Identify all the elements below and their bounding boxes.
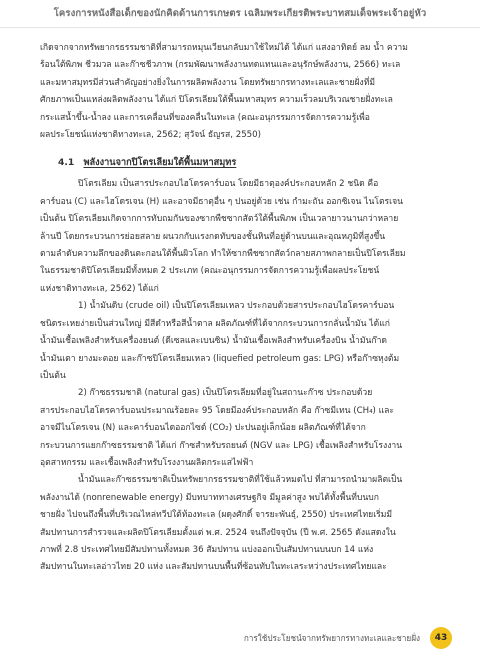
text-line: สารประกอบไฮโดรคาร์บอนประมาณร้อยละ 95 โดยมีองค์ประกอบหลัก คือ ก๊าซมีเทน (CH₄) และ bbox=[40, 405, 395, 416]
text-line: กระแสน้ำขึ้น-น้ำลง และการเคลื่อนที่ของคลื่นในทะเล (คณะอนุกรรมการจัดการความรู้เพื่อ bbox=[40, 112, 370, 123]
footer-book-title: การใช้ประโยชน์จากทรัพยากรทางทะเลและชายฝั่ง bbox=[243, 632, 420, 643]
text-line: เป็นต้น bbox=[40, 370, 66, 381]
text-line: ศักยภาพเป็นแหล่งผลิตพลังงาน ได้แก่ ปิโตรเลียมใต้พื้นมหาสมุทร ความเร็วลมบริเวณชายฝั่งทะเล bbox=[40, 95, 393, 106]
text-line: ชายฝั่ง ไปจนถึงพื้นที่บริเวณไหล่ทวีปใต้ท้องทะเล (ผดุงศักดิ์ จารยะพันธุ์, 2550) ประเทศไทยเริ่มมี bbox=[40, 510, 393, 521]
text-line: เกิดจากจากทรัพยากรธรรมชาติที่สามารถหมุนเวียนกลับมาใช้ใหม่ได้ ได้แก่ แสงอาทิตย์ ลม น้ำ ความ bbox=[40, 43, 408, 53]
text-line: สัมปทานในทะเลอ่าวไทย 20 แห่ง และสัมปทานบนพื้นที่ซ้อนทับในทะเลระหว่างประเทศไทยและ bbox=[40, 562, 387, 573]
text-line: น้ำมันเชื้อเพลิงสำหรับเครื่องยนต์ (ดีเซลและเบนซิน) น้ำมันเชื้อเพลิงสำหรับเครื่องบิน น้ำมันก๊าด bbox=[40, 336, 387, 347]
text-line: อุตสาหกรรม และเชื้อเพลิงสำหรับโรงงานผลิตกระแสไฟฟ้า bbox=[40, 457, 254, 468]
text-line: และมหาสมุทรมีส่วนสำคัญอย่างยิ่งในการผลิตพลังงาน โดยทรัพยากรทางทะเลและชายฝั่งที่มี bbox=[40, 77, 376, 88]
text-line: ตามลำดับความลึกของดินตะกอนใต้พื้นผิวโลก ทำให้ซากพืชซากสัตว์กลายสภาพกลายเป็นปิโตรเลียม bbox=[40, 249, 406, 260]
text-line: เป็นต้น ปิโตรเลียมเกิดจากการทับถมกันของซากพืชซากสัตว์ใต้พื้นพิภพ เป็นเวลายาวนานกว่าหลาย bbox=[40, 214, 399, 225]
section-heading bbox=[58, 154, 440, 172]
list-item-natural-gas bbox=[40, 385, 440, 472]
text-line: ผลประโยชน์แห่งชาติทางทะเล, 2562; สุวัจน์ ธัญรส, 2550) bbox=[40, 130, 261, 141]
section-number: 4.1 bbox=[58, 157, 75, 169]
text-line: พลังงานได้ (nonrenewable energy) มีบทบาททางเศรษฐกิจ มีมูลค่าสูง พบได้ทั้งพื้นที่บนบก bbox=[40, 492, 379, 503]
text-line: ชนิดระเหยง่ายเป็นส่วนใหญ่ มีสีดำหรือสีน้ำตาล ผลิตภัณฑ์ที่ได้จากกระบวนการกลั่นน้ำมัน ได้แก่ bbox=[40, 318, 390, 329]
list-item-crude-oil bbox=[40, 298, 440, 385]
running-header: โครงการหนังสือเด็กของนักคิดด้านการเกษตร เฉลิมพระเกียรติพระบาทสมเด็จพระเจ้าอยู่หัว bbox=[53, 8, 427, 19]
text-line: ภาพที่ 2.8 ประเทศไทยมีสัมปทานทั้งหมด 36 สัมปทาน แบ่งออกเป็นสัมปทานบนบก 14 แห่ง bbox=[40, 544, 374, 555]
text-line: 1) น้ำมันดิบ (crude oil) เป็นปิโตรเลียมเหลว ประกอบด้วยสารประกอบไฮโดรคาร์บอน bbox=[78, 301, 395, 312]
text-line: น้ำมันและก๊าซธรรมชาติเป็นทรัพยากรธรรมชาติที่ใช้แล้วหมดไป ที่สามารถนำมาผลิตเป็น bbox=[78, 475, 403, 486]
text-line: สัมปทานการสำรวจและผลิตปิโตรเลียมตั้งแต่ พ.ศ. 2524 จนถึงปัจจุบัน (ปี พ.ศ. 2565 ดังแสดงใน bbox=[40, 527, 396, 538]
text-line: แห่งชาติทางทะเล, 2562) ได้แก่ bbox=[40, 283, 159, 294]
body-paragraph bbox=[40, 176, 440, 298]
intro-paragraph bbox=[40, 40, 440, 144]
page-footer bbox=[244, 627, 452, 649]
text-line: อาจมีไนโตรเจน (N) และคาร์บอนไดออกไซด์ (CO₂) ปะปนอยู่เล็กน้อย ผลิตภัณฑ์ที่ได้จาก bbox=[40, 423, 366, 434]
text-line: ในธรรมชาติปิโตรเลียมมีทั้งหมด 2 ประเภท (คณะอนุกรรมการจัดการความรู้เพื่อผลประโยชน์ bbox=[40, 266, 380, 277]
body-paragraph bbox=[40, 472, 440, 576]
section-title: พลังงานจากปิโตรเลียมใต้พื้นมหาสมุทร bbox=[83, 157, 237, 169]
page-number-badge: 43 bbox=[430, 627, 452, 649]
text-line: คาร์บอน (C) และไฮโดรเจน (H) และอาจมีธาตุอื่น ๆ ปนอยู่ด้วย เช่น กำมะถัน ออกซิเจน ไนโตรเจน bbox=[40, 196, 403, 207]
text-line: 2) ก๊าซธรรมชาติ (natural gas) เป็นปิโตรเลียมที่อยู่ในสถานะก๊าซ ประกอบด้วย bbox=[78, 388, 373, 399]
text-line: น้ำมันเตา ยางมะตอย และก๊าซปิโตรเลียมเหลว (liquefied petroleum gas: LPG) หรือก๊าซหุงต้ม bbox=[40, 353, 400, 364]
text-line: ล้านปี โดยกระบวนการย่อยสลาย ผนวกกับแรงกดทับของชั้นหินที่อยู่ด้านบนและอุณหภูมิที่สูงขึ้น bbox=[40, 231, 386, 242]
page-body bbox=[40, 40, 440, 577]
text-line: กระบวนการแยกก๊าซธรรมชาติ ได้แก่ ก๊าซสำหรับรถยนต์ (NGV และ LPG) เชื้อเพลิงสำหรับโรงงาน bbox=[40, 440, 403, 451]
header-divider bbox=[0, 27, 480, 28]
text-line: ร้อนใต้พิภพ ชีวมวล และก๊าซชีวภาพ (กรมพัฒนาพลังงานทดแทนและอนุรักษ์พลังงาน, 2566) ทะเล bbox=[40, 60, 401, 71]
text-line: ปิโตรเลียม เป็นสารประกอบไฮโดรคาร์บอน โดยมีธาตุองค์ประกอบหลัก 2 ชนิด คือ bbox=[78, 179, 379, 190]
